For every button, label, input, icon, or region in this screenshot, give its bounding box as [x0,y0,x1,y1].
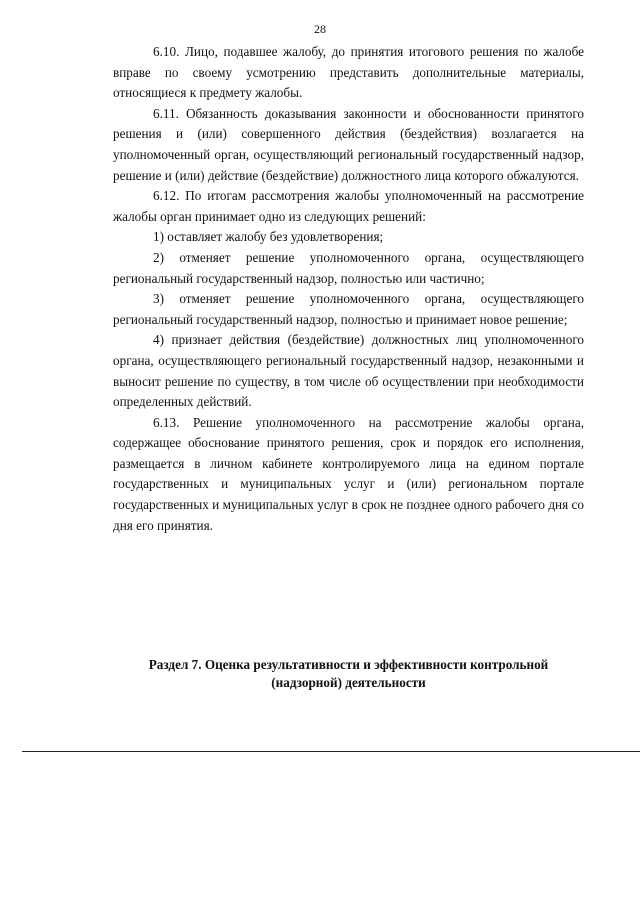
list-item-2: 2) отменяет решение уполномоченного органа, осуществляющего региональный государственный надзор, полностью или частично; [113,249,584,286]
list-item-1: 1) оставляет жалобу без удовлетворения; [153,229,384,245]
paragraph-6-11: 6.11. Обязанность доказывания законности и обоснованности принятого решения и (или) совершенного действия (бездействия) возлагается на уполномоченный орган, осуществляющий региональный государственный надзор, решение и (или) действие (бездействие) должностного лица которого обжалуются. [113,105,584,183]
paragraph-6-13: 6.13. Решение уполномоченного на рассмотрение жалобы органа, содержащее обоснование принятого решения, срок и порядок его исполнения, размещается в личном кабинете контролируемого лица на едином портале государственных и муниципальных услуг и (или) региональном портале государственных и муниципальных услуг в срок не позднее одного рабочего дня со дня его принятия. [113,414,584,533]
paragraph-6-10: 6.10. Лицо, подавшее жалобу, до принятия итогового решения по жалобе вправе по своему усмотрению представить дополнительные материалы, относящиеся к предмету жалобы. [113,44,584,101]
list-item-4: 4) признает действия (бездействие) должностных лиц уполномоченного органа, осуществляющего региональный государственный надзор, незаконными и выносит решение по существу, в том числе об осуществлении при необходимости определенных действий. [113,332,584,410]
section-heading [113,656,584,692]
page-number: 28 [314,22,326,36]
scan-edge-line [22,751,640,752]
document-body [113,42,584,536]
paragraph-6-12: 6.12. По итогам рассмотрения жалобы уполномоченный на рассмотрение жалобы орган принимает одно из следующих решений: [113,188,584,224]
list-item-3: 3) отменяет решение уполномоченного органа, осуществляющего региональный государственный надзор, полностью и принимает новое решение; [113,291,584,327]
section-heading-line-2: (надзорной) деятельности [271,675,426,690]
section-heading-line-1: Раздел 7. Оценка результативности и эффективности контрольной [148,657,549,672]
